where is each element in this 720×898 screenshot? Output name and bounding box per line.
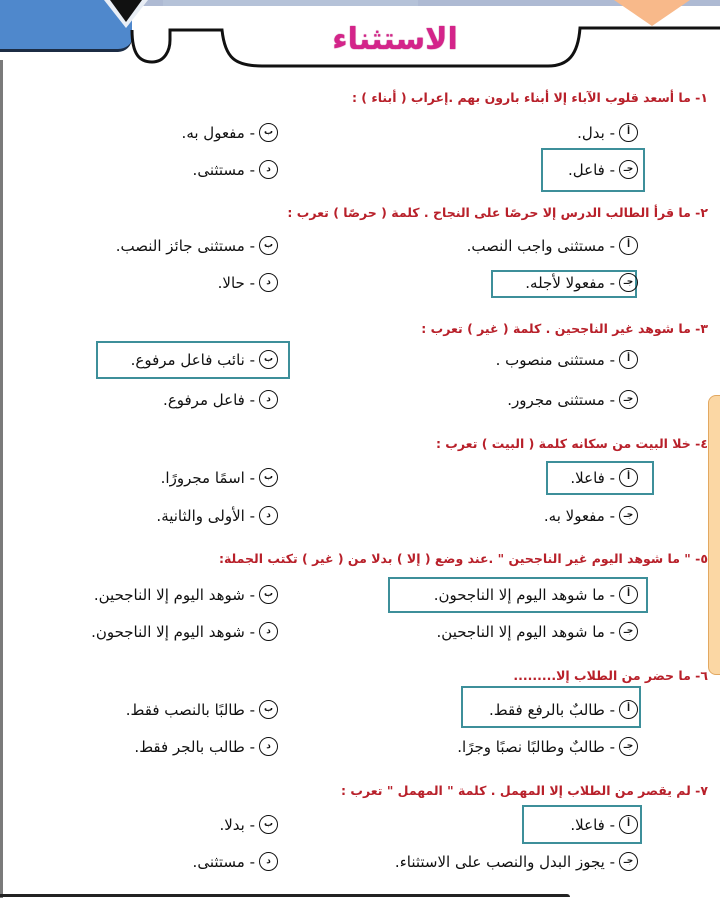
- option-text: - مستثنى منصوب .: [495, 350, 615, 369]
- option-c[interactable]: [568, 160, 638, 179]
- option-text: - حالا.: [217, 273, 255, 292]
- option-letter-circle: جـ: [619, 852, 638, 871]
- option-letter-circle: أ: [619, 700, 638, 719]
- question-text: ٤- خلا البيت من سكانه كلمة ( البيت ) تعرب :: [435, 436, 708, 451]
- option-letter-circle: أ: [619, 350, 638, 369]
- option-letter-circle: د: [259, 160, 278, 179]
- option-letter-circle: أ: [619, 236, 638, 255]
- option-text: - ما شوهد اليوم إلا الناجحون.: [433, 585, 615, 604]
- question-text: ٥- " ما شوهد اليوم غير الناجحين " .عند وضع ( إلا ) بدلا من ( غير ) تكتب الجملة:: [218, 551, 708, 566]
- option-a[interactable]: [570, 468, 638, 487]
- option-text: - اسمًا مجرورًا.: [160, 468, 255, 487]
- option-text: - طالبٌ بالرفع فقط.: [488, 700, 615, 719]
- question-text: ٦- ما حضر من الطلاب إلا.........: [513, 668, 708, 683]
- option-text: - شوهد اليوم إلا الناجحين.: [93, 585, 255, 604]
- option-letter-circle: ب: [259, 123, 278, 142]
- option-c[interactable]: [507, 390, 638, 409]
- option-letter-circle: د: [259, 737, 278, 756]
- option-a[interactable]: [434, 585, 638, 604]
- option-letter-circle: جـ: [619, 390, 638, 409]
- option-b[interactable]: [94, 585, 278, 604]
- option-d[interactable]: [134, 737, 278, 756]
- option-text: - مستثنى جائز النصب.: [115, 236, 255, 255]
- option-text: - بدلا.: [219, 815, 255, 834]
- option-text: - مفعولا لأجله.: [525, 273, 615, 292]
- option-letter-circle: ب: [259, 815, 278, 834]
- option-letter-circle: أ: [619, 815, 638, 834]
- option-d[interactable]: [156, 506, 278, 525]
- option-b[interactable]: [131, 350, 278, 369]
- option-letter-circle: د: [259, 506, 278, 525]
- option-text: - مستثنى.: [192, 852, 255, 871]
- option-b[interactable]: [219, 815, 278, 834]
- option-d[interactable]: [163, 390, 278, 409]
- option-text: - طالبًا بالنصب فقط.: [125, 700, 255, 719]
- question-text: ٧- لم يقصر من الطلاب إلا المهمل . كلمة " المهمل " تعرب :: [341, 783, 708, 798]
- option-letter-circle: ب: [259, 700, 278, 719]
- option-letter-circle: جـ: [619, 737, 638, 756]
- option-text: - ما شوهد اليوم إلا الناجحين.: [436, 622, 615, 641]
- option-c[interactable]: [544, 506, 638, 525]
- option-letter-circle: ب: [259, 350, 278, 369]
- option-text: - يجوز البدل والنصب على الاستثناء.: [394, 852, 615, 871]
- option-c[interactable]: [395, 852, 638, 871]
- option-letter-circle: جـ: [619, 160, 638, 179]
- option-letter-circle: جـ: [619, 506, 638, 525]
- option-text: - مفعول به.: [181, 123, 255, 142]
- option-letter-circle: أ: [619, 123, 638, 142]
- option-c[interactable]: [437, 622, 638, 641]
- option-letter-circle: ب: [259, 468, 278, 487]
- option-letter-circle: ب: [259, 236, 278, 255]
- question-text: ١- ما أسعد قلوب الآباء إلا أبناء بارون بهم .إعراب ( أبناء ) :: [351, 90, 708, 105]
- option-text: - الأولى والثانية.: [156, 506, 255, 525]
- option-letter-circle: أ: [619, 585, 638, 604]
- option-d[interactable]: [193, 852, 278, 871]
- option-text: - بدل.: [577, 123, 615, 142]
- option-b[interactable]: [182, 123, 278, 142]
- option-letter-circle: ب: [259, 585, 278, 604]
- option-text: - فاعلا.: [570, 468, 615, 487]
- option-letter-circle: جـ: [619, 273, 638, 292]
- option-text: - مستثنى.: [192, 160, 255, 179]
- option-d[interactable]: [91, 622, 278, 641]
- option-a[interactable]: [489, 700, 638, 719]
- option-a[interactable]: [570, 815, 638, 834]
- option-letter-circle: د: [259, 852, 278, 871]
- question-text: ٣- ما شوهد غير الناجحين . كلمة ( غير ) تعرب :: [421, 321, 708, 336]
- option-letter-circle: جـ: [619, 622, 638, 641]
- option-text: - مفعولا به.: [543, 506, 615, 525]
- option-d[interactable]: [193, 160, 278, 179]
- option-letter-circle: أ: [619, 468, 638, 487]
- option-b[interactable]: [161, 468, 278, 487]
- option-text: - طالب بالجر فقط.: [134, 737, 255, 756]
- option-text: - طالبٌ وطالبًا نصبًا وجرًا.: [457, 737, 615, 756]
- option-text: - شوهد اليوم إلا الناجحون.: [91, 622, 255, 641]
- option-text: - نائب فاعل مرفوع.: [130, 350, 255, 369]
- question-text: ٢- ما قرأ الطالب الدرس إلا حرصًا على النجاح . كلمة ( حرصًا ) تعرب :: [287, 205, 708, 220]
- option-letter-circle: د: [259, 273, 278, 292]
- option-c[interactable]: [457, 737, 638, 756]
- option-a[interactable]: [577, 123, 638, 142]
- option-text: - مستثنى واجب النصب.: [466, 236, 615, 255]
- option-text: - فاعل.: [568, 160, 615, 179]
- option-text: - مستثنى مجرور.: [507, 390, 615, 409]
- option-a[interactable]: [467, 236, 638, 255]
- option-b[interactable]: [116, 236, 278, 255]
- side-orange-tab: [708, 395, 720, 675]
- footer-frame-line: [0, 894, 570, 897]
- page-left-border: [0, 60, 3, 898]
- option-text: - فاعل مرفوع.: [163, 390, 255, 409]
- option-d[interactable]: [218, 273, 278, 292]
- page-title: الاستثناء: [332, 22, 458, 57]
- option-text: - فاعلا.: [570, 815, 615, 834]
- option-letter-circle: د: [259, 622, 278, 641]
- option-a[interactable]: [496, 350, 638, 369]
- option-c[interactable]: [525, 273, 638, 292]
- option-b[interactable]: [126, 700, 278, 719]
- option-letter-circle: د: [259, 390, 278, 409]
